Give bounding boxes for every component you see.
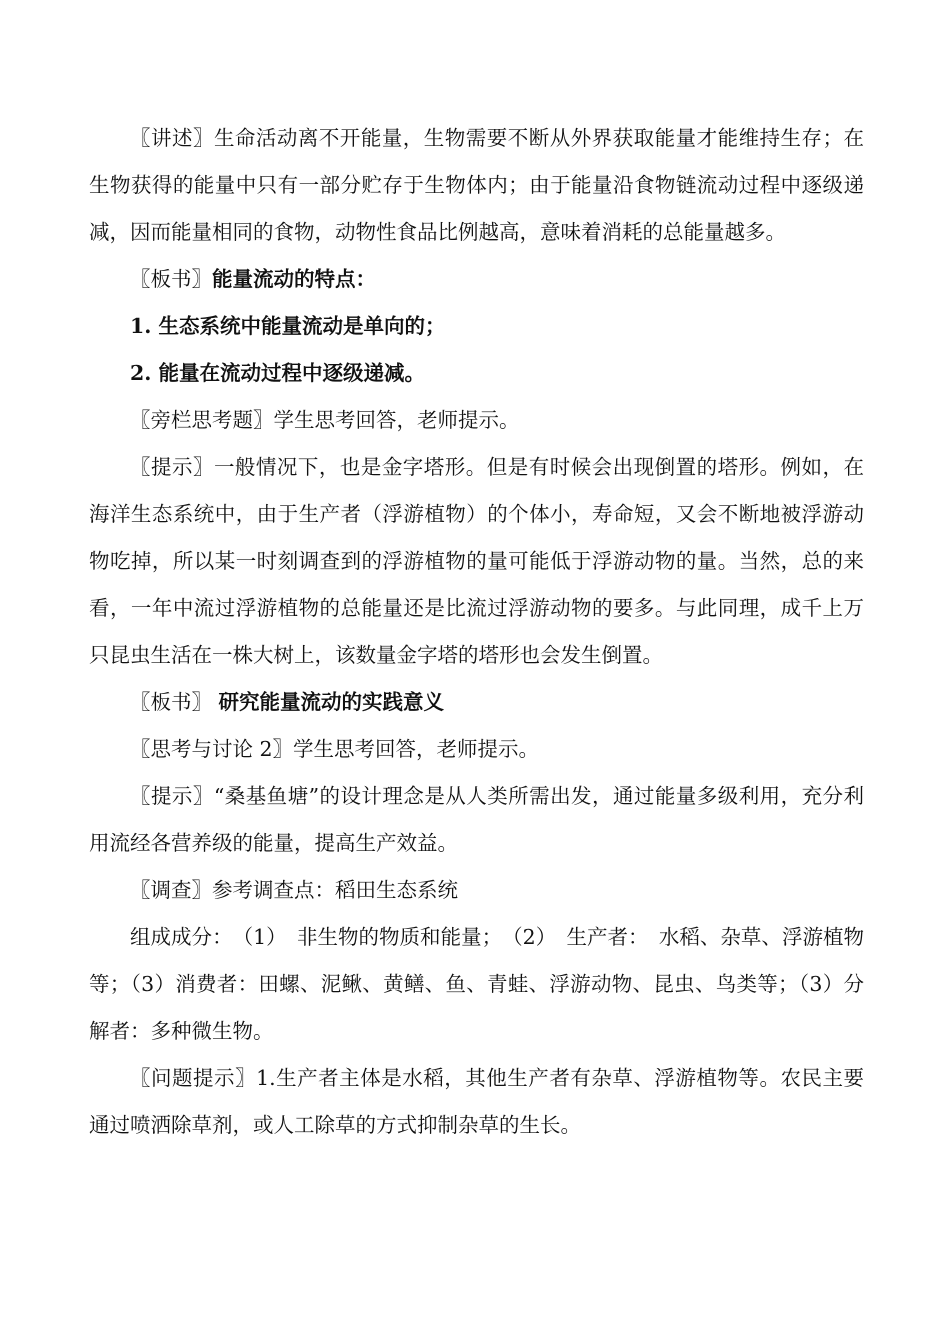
lecture-paragraph: 〖讲述〗生命活动离不开能量，生物需要不断从外界获取能量才能维持生存；在生物获得的能量中只有一部分贮存于生物体内；由于能量沿食物链流动过程中逐级递减，因而能量相同的食物，动物性食品比例越高，意味着消耗的总能量越多。 <box>89 126 864 244</box>
blackboard-label: 〖板书〗 <box>130 267 212 291</box>
document-body <box>89 115 864 1149</box>
feature-item-1: 1. 生态系统中能量流动是单向的； <box>130 314 446 338</box>
hint-fishpond-paragraph: 〖提示〗“桑基鱼塘”的设计理念是从人类所需出发，通过能量多级利用，充分利用流经各营养级的能量，提高生产效益。 <box>89 784 864 855</box>
blackboard-heading-practice <box>89 679 864 726</box>
sidebar-question-paragraph: 〖旁栏思考题〗学生思考回答，老师提示。 <box>130 408 520 432</box>
feature-item-2: 2. 能量在流动过程中逐级递减。 <box>130 361 426 385</box>
discussion-paragraph: 〖思考与讨论 2〗学生思考回答，老师提示。 <box>130 737 540 761</box>
survey-paragraph: 〖调查〗参考调查点：稻田生态系统 <box>130 878 458 902</box>
blackboard-heading-energy-flow <box>89 256 864 303</box>
components-paragraph: 组成成分： （1） 非生物的物质和能量； （2） 生产者： 水稻、杂草、浮游植物等；（3）消费者：田螺、泥鳅、黄鳝、鱼、青蛙、浮游动物、昆虫、鸟类等；（3）分解者：多种微生物。 <box>89 925 864 1043</box>
hint-pyramid-paragraph: 〖提示〗一般情况下，也是金字塔形。但是有时候会出现倒置的塔形。例如，在海洋生态系统中，由于生产者（浮游植物）的个体小，寿命短，又会不断地被浮游动物吃掉，所以某一时刻调查到的浮游植物的量可能低于浮游动物的量。当然，总的来看，一年中流过浮游植物的总能量还是比流过浮游动物的要多。与此同理，成千上万只昆虫生活在一株大树上，该数量金字塔的塔形也会发生倒置。 <box>89 455 864 667</box>
question-hint-paragraph: 〖问题提示〗1.生产者主体是水稻，其他生产者有杂草、浮游植物等。农民主要通过喷洒除草剂，或人工除草的方式抑制杂草的生长。 <box>89 1066 864 1137</box>
blackboard-title: 研究能量流动的实践意义 <box>218 690 445 714</box>
blackboard-title: 能量流动的特点： <box>212 267 376 291</box>
blackboard-label: 〖板书〗 <box>130 690 219 714</box>
